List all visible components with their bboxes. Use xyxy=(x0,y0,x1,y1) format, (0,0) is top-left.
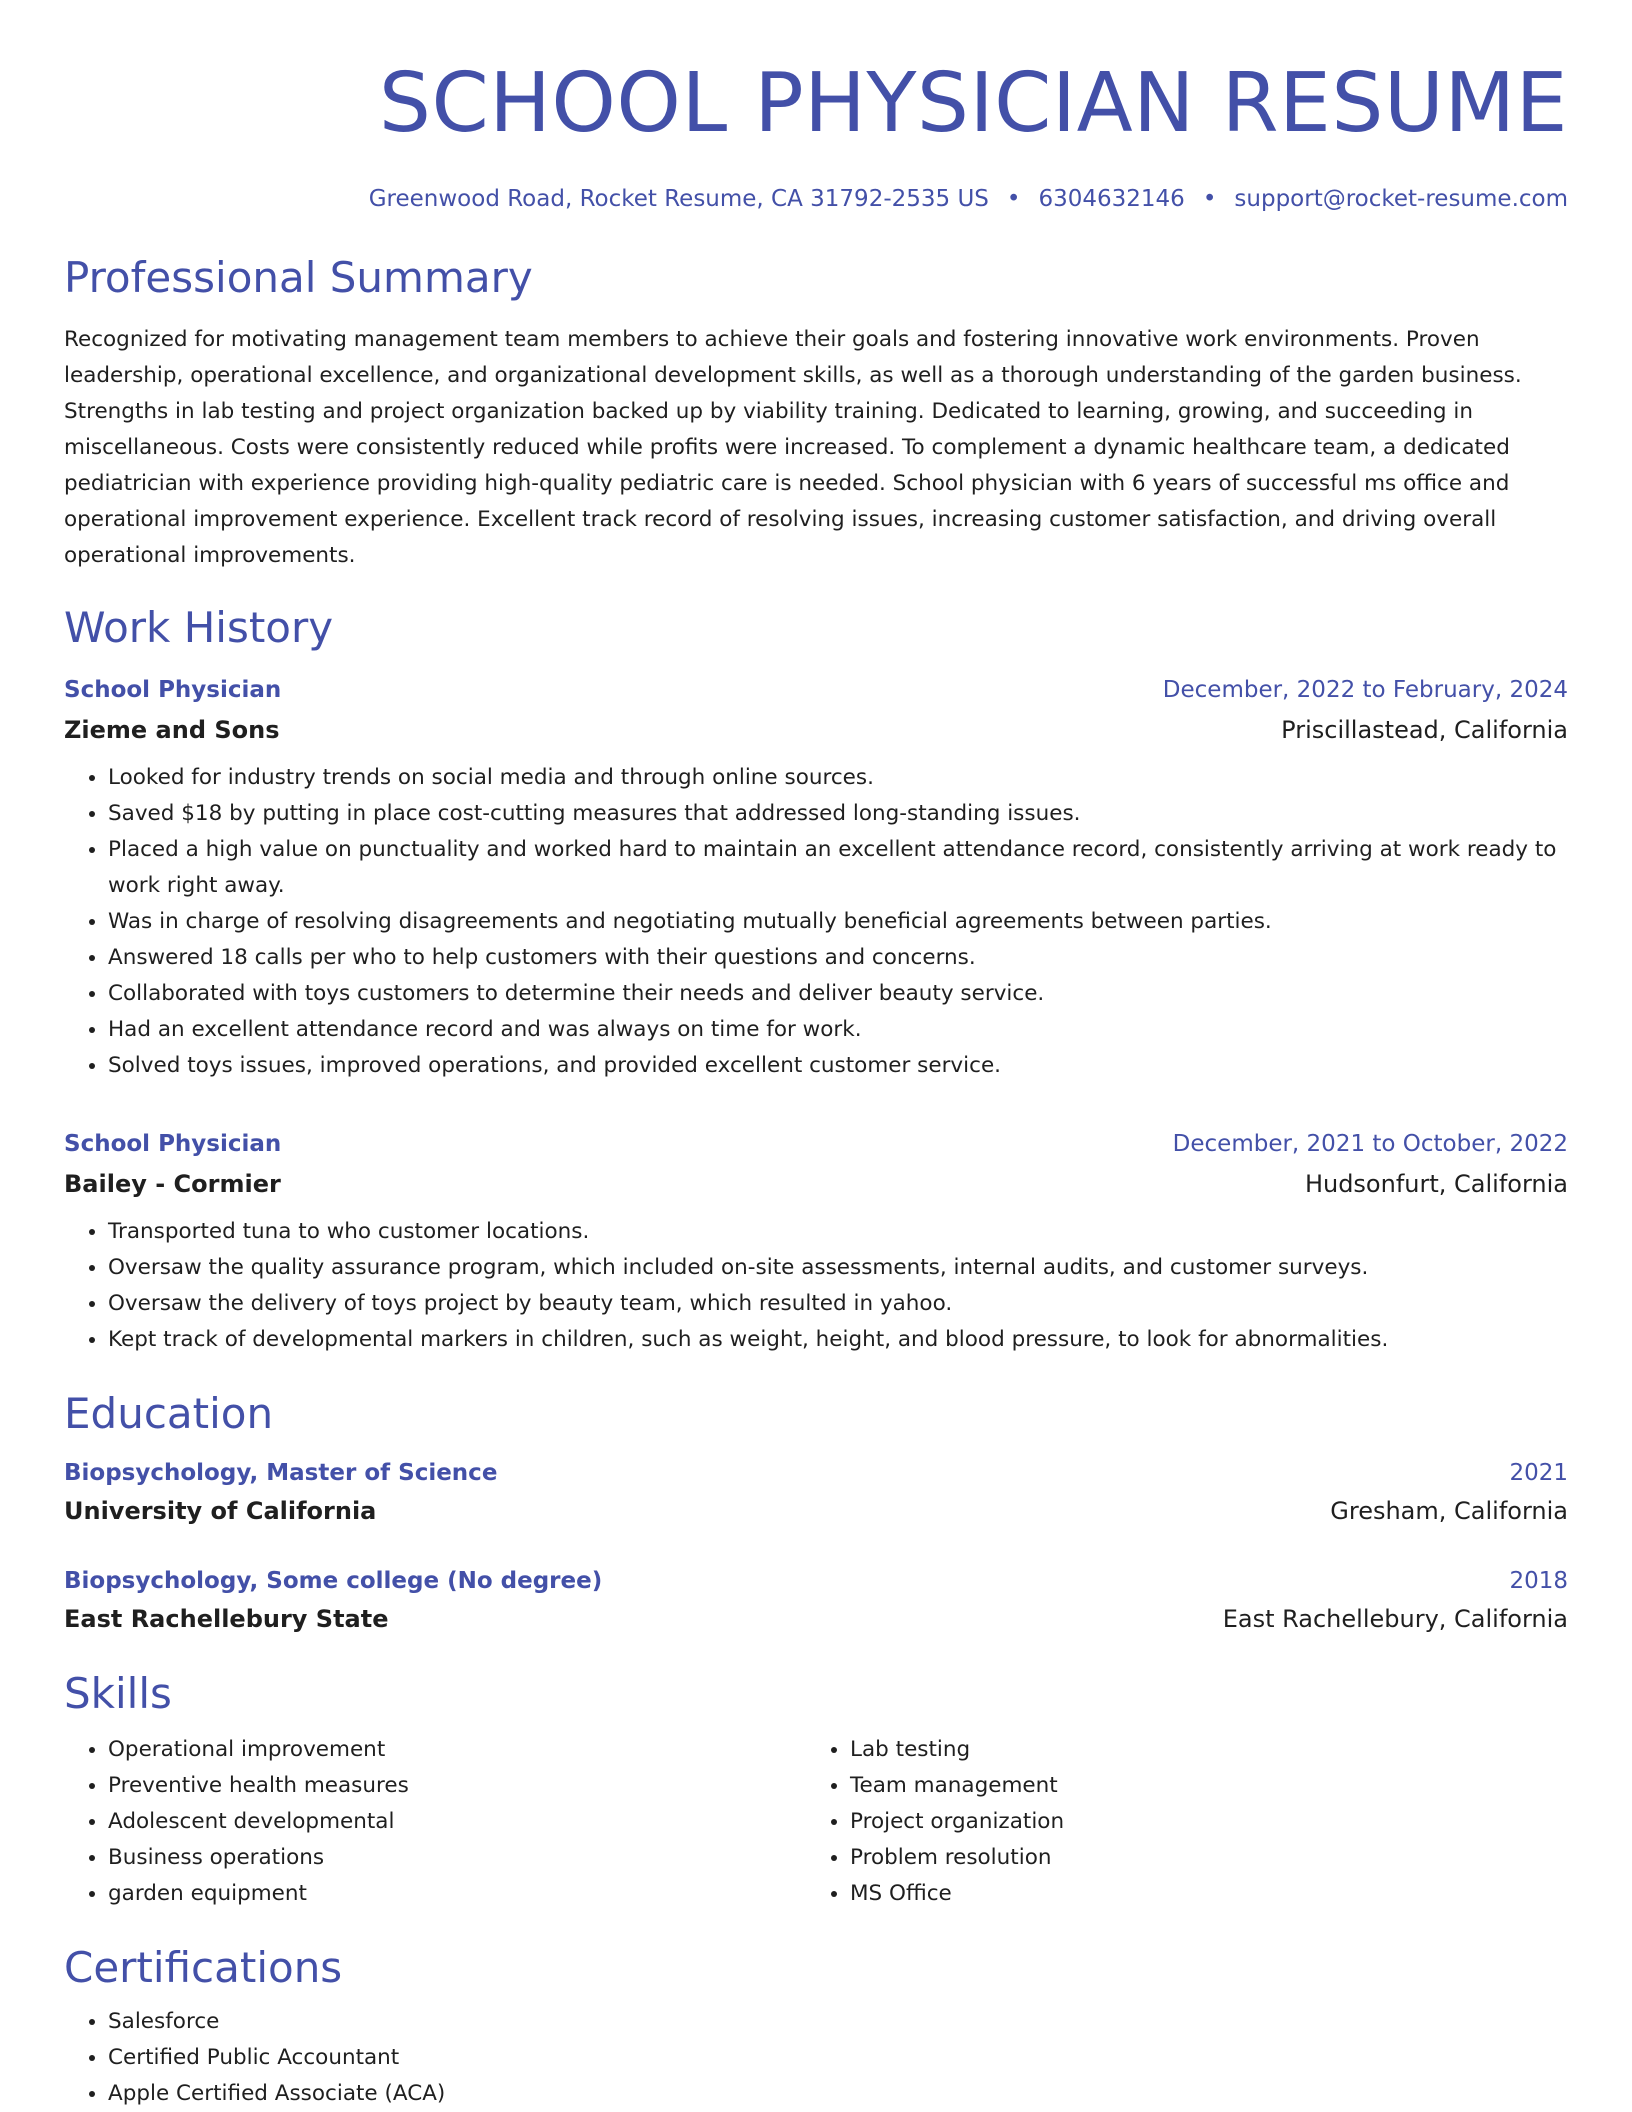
certification-item: • Salesforce xyxy=(108,2004,1568,2040)
skill-item: • MS Office xyxy=(850,1876,1548,1912)
job-employer: Zieme and Sons xyxy=(64,716,280,744)
contact-separator: • xyxy=(1202,186,1217,212)
certifications-section xyxy=(64,1942,1568,2112)
resume-header xyxy=(64,56,1568,216)
certification-item: • Certified Public Accountant xyxy=(108,2040,1568,2076)
contact-phone: 6304632146 xyxy=(1038,186,1185,212)
list-item: • Oversaw the quality assurance program, which included on-site assessments, internal audits, and customer surveys. xyxy=(108,1250,1568,1286)
list-item: • Transported tuna to who customer locations. xyxy=(108,1214,1568,1250)
job-title: School Physician xyxy=(64,677,282,703)
skills-grid xyxy=(64,1732,1568,1912)
list-item: • Looked for industry trends on social media and through online sources. xyxy=(108,760,1568,796)
list-item: • Answered 18 calls per who to help customers with their questions and concerns. xyxy=(108,940,1568,976)
certifications-list xyxy=(64,2004,1568,2112)
section-title-work: Work History xyxy=(64,603,334,652)
job-entry xyxy=(64,670,1568,1084)
skill-item: • Adolescent developmental xyxy=(108,1804,806,1840)
contact-line xyxy=(64,182,1568,216)
skill-item: • Team management xyxy=(850,1768,1548,1804)
skill-item: • Project organization xyxy=(850,1804,1548,1840)
job-bullets xyxy=(64,760,1568,1084)
professional-summary-section xyxy=(64,252,1568,574)
job-employer: Bailey - Cormier xyxy=(64,1170,281,1198)
job-dates: December, 2022 to February, 2024 xyxy=(1162,677,1568,703)
work-history-section xyxy=(64,602,1568,1358)
resume-title: SCHOOL PHYSICIAN RESUME xyxy=(378,56,1568,151)
education-school: East Rachellebury State xyxy=(64,1605,389,1633)
job-location: Hudsonfurt, California xyxy=(1304,1170,1568,1198)
skill-item: • Lab testing xyxy=(850,1732,1548,1768)
education-entry xyxy=(64,1454,1568,1530)
list-item: • Kept track of developmental markers in children, such as weight, height, and blood pressure, to look for abnormalities. xyxy=(108,1322,1568,1358)
list-item: • Collaborated with toys customers to determine their needs and deliver beauty service. xyxy=(108,976,1568,1012)
skill-item: • Problem resolution xyxy=(850,1840,1548,1876)
job-title: School Physician xyxy=(64,1131,282,1157)
education-location: East Rachellebury, California xyxy=(1222,1605,1568,1633)
contact-separator: • xyxy=(1006,186,1021,212)
skill-item: • Operational improvement xyxy=(108,1732,806,1768)
list-item: • Solved toys issues, improved operations, and provided excellent customer service. xyxy=(108,1048,1568,1084)
contact-address: Greenwood Road, Rocket Resume, CA 31792-2535 US xyxy=(368,186,989,212)
list-item: • Was in charge of resolving disagreements and negotiating mutually beneficial agreements between parties. xyxy=(108,904,1568,940)
contact-email: support@rocket-resume.com xyxy=(1234,186,1568,212)
education-section xyxy=(64,1388,1568,1638)
section-title-skills: Skills xyxy=(64,1669,172,1718)
education-year: 2021 xyxy=(1509,1460,1568,1486)
education-location: Gresham, California xyxy=(1330,1497,1568,1525)
education-degree: Biopsychology, Some college (No degree) xyxy=(64,1568,603,1594)
list-item: • Oversaw the delivery of toys project by beauty team, which resulted in yahoo. xyxy=(108,1286,1568,1322)
education-school: University of California xyxy=(64,1497,377,1525)
education-year: 2018 xyxy=(1509,1568,1568,1594)
section-title-education: Education xyxy=(64,1389,274,1438)
section-title-summary: Professional Summary xyxy=(64,253,533,302)
job-location: Priscillastead, California xyxy=(1281,716,1568,744)
skill-item: • garden equipment xyxy=(108,1876,806,1912)
list-item: • Placed a high value on punctuality and worked hard to maintain an excellent attendance record, consistently arriving at work ready to work right away. xyxy=(108,832,1568,904)
skills-section xyxy=(64,1668,1568,1912)
list-item: • Had an excellent attendance record and was always on time for work. xyxy=(108,1012,1568,1048)
summary-text: Recognized for motivating management team members to achieve their goals and fostering innovative work environments. Proven leadership, operational excellence, and organizational development skills, as well as a thorough understanding of the garden business. Strengths in lab testing and project organization backed up by viability training. Dedicated to learning, growing, and succeeding in miscellaneous. Costs were consistently reduced while profits were increased. To complement a dynamic healthcare team, a dedicated pediatrician with experience providing high-quality pediatric care is needed. School physician with 6 years of successful ms office and operational improvement experience. Excellent track record of resolving issues, increasing customer satisfaction, and driving overall operational improvements. xyxy=(64,327,1522,568)
education-degree: Biopsychology, Master of Science xyxy=(64,1460,498,1486)
certification-item: • Apple Certified Associate (ACA) xyxy=(108,2076,1568,2112)
skill-item: • Business operations xyxy=(108,1840,806,1876)
job-dates: December, 2021 to October, 2022 xyxy=(1172,1131,1568,1157)
skill-item: • Preventive health measures xyxy=(108,1768,806,1804)
job-bullets xyxy=(64,1214,1568,1358)
education-entry xyxy=(64,1562,1568,1638)
job-entry xyxy=(64,1124,1568,1358)
section-title-certifications: Certifications xyxy=(64,1943,343,1992)
skills-column-left xyxy=(64,1732,806,1912)
skills-column-right xyxy=(806,1732,1548,1912)
list-item: • Saved $18 by putting in place cost-cutting measures that addressed long-standing issues. xyxy=(108,796,1568,832)
